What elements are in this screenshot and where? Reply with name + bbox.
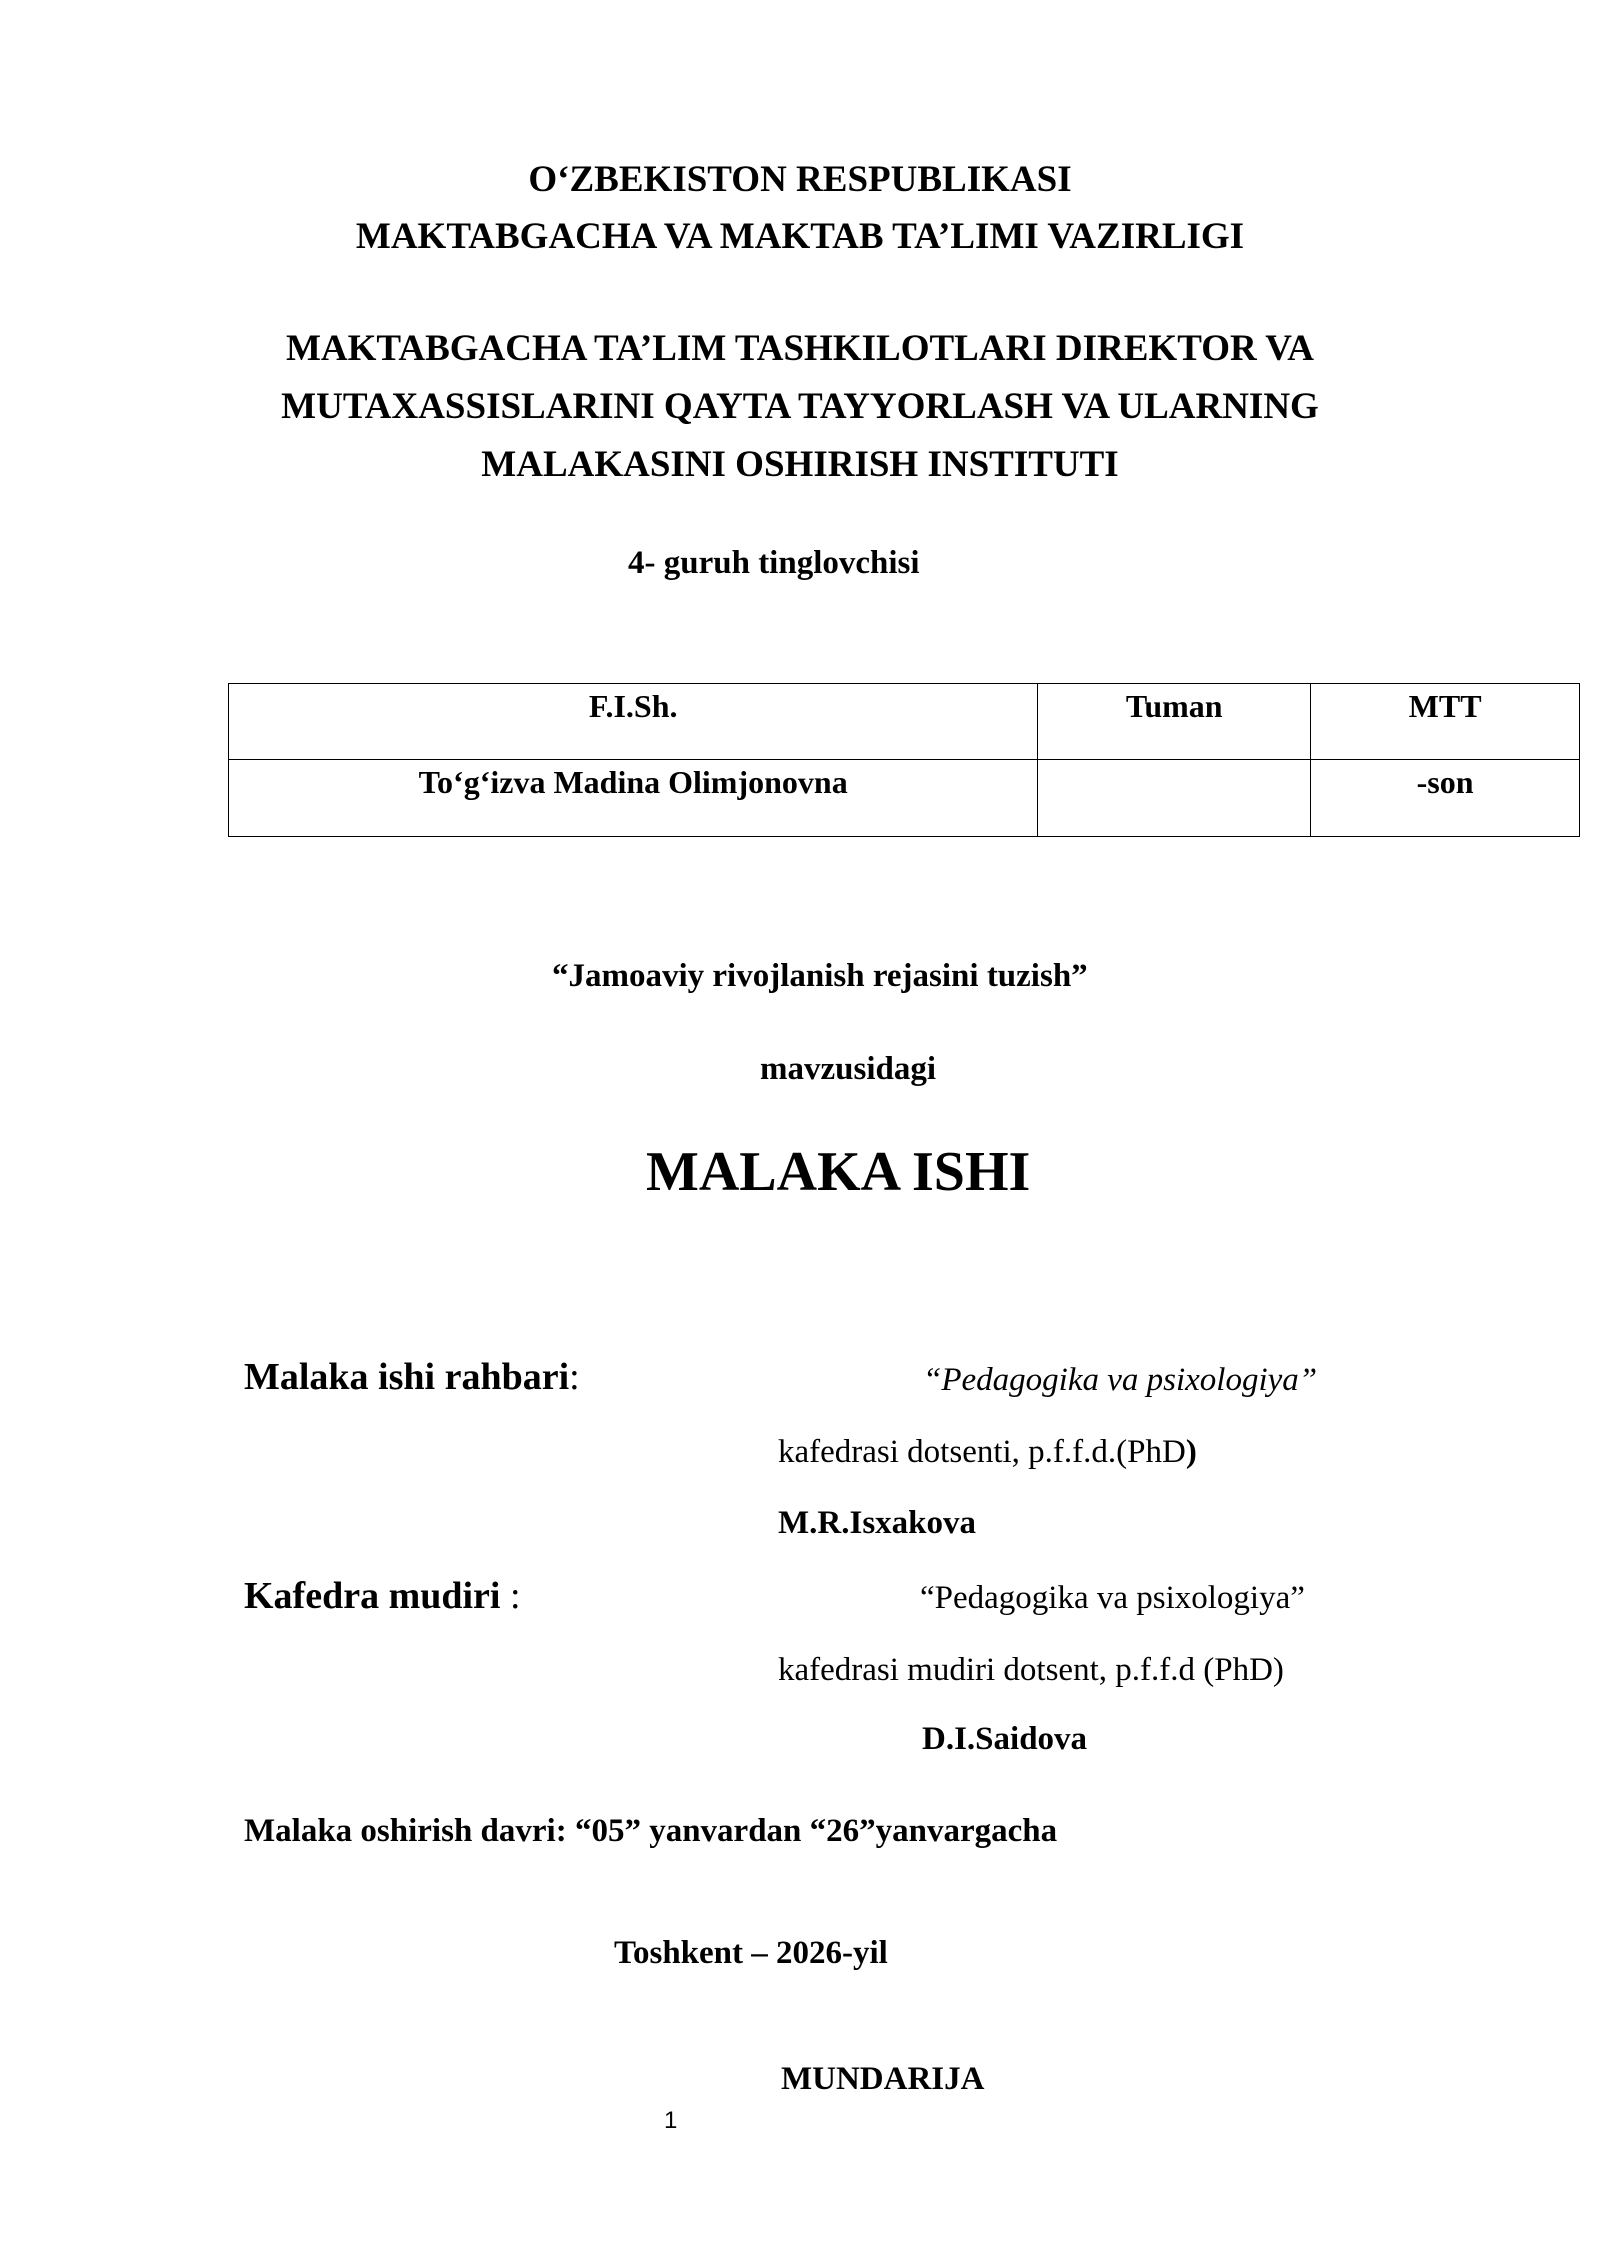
supervisor-position-line	[778, 1434, 1197, 1471]
table-header-cell: F.I.Sh.	[229, 684, 1038, 760]
work-title: MALAKA ISHI	[646, 1141, 1031, 1203]
topic-suffix: mavzusidagi	[760, 1051, 937, 1087]
head-name: D.I.Saidova	[922, 1721, 1088, 1757]
institute-line-2: MUTAXASSISLARINI QAYTA TAYYORLASH VA ULARNING	[281, 386, 1319, 427]
table-row	[229, 760, 1580, 837]
table-header-row	[229, 684, 1580, 760]
supervisor-colon: :	[569, 1356, 580, 1398]
institute-line-3: MALAKASINI OSHIRISH INSTITUTI	[481, 444, 1119, 485]
table-cell: To‘g‘izva Madina Olimjonovna	[229, 760, 1038, 837]
ministry-name: MAKTABGACHA VA MAKTAB TA’LIMI VAZIRLIGI	[355, 216, 1245, 257]
page-number: 1	[664, 2107, 678, 2134]
supervisor-label-line	[244, 1355, 580, 1399]
student-info-table	[228, 683, 1580, 837]
supervisor-position: kafedrasi dotsenti, p.f.f.d.(PhD	[778, 1434, 1186, 1470]
supervisor-position-close: )	[1185, 1434, 1197, 1470]
table-cell	[1038, 760, 1311, 837]
table-cell: -son	[1311, 760, 1580, 837]
training-period: Malaka oshirish davri: “05” yanvardan “26”yanvargacha	[244, 1813, 1058, 1849]
head-department: “Pedagogika va psixologiya”	[920, 1580, 1305, 1616]
head-label-line	[244, 1574, 521, 1618]
supervisor-name: M.R.Isxakova	[778, 1505, 977, 1541]
topic-title: “Jamoaviy rivojlanish rejasini tuzish”	[552, 958, 1088, 994]
institute-line-1: MAKTABGACHA TA’LIM TASHKILOTLARI DIREKTOR VA	[286, 328, 1314, 369]
supervisor-department: “Pedagogika va psixologiya”	[923, 1362, 1318, 1398]
head-colon: :	[500, 1575, 521, 1617]
contents-heading: MUNDARIJA	[781, 2061, 985, 2097]
table-header-cell: Tuman	[1038, 684, 1311, 760]
group-label: 4- guruh tinglovchisi	[628, 545, 920, 581]
head-position: kafedrasi mudiri dotsent, p.f.f.d (PhD)	[778, 1652, 1284, 1688]
supervisor-label: Malaka ishi rahbari	[244, 1356, 570, 1398]
city-year: Toshkent – 2026-yil	[614, 1935, 888, 1971]
head-label: Kafedra mudiri	[244, 1575, 501, 1617]
ministry-country: O‘ZBEKISTON RESPUBLIKASI	[528, 159, 1072, 200]
table-header-cell: MTT	[1311, 684, 1580, 760]
